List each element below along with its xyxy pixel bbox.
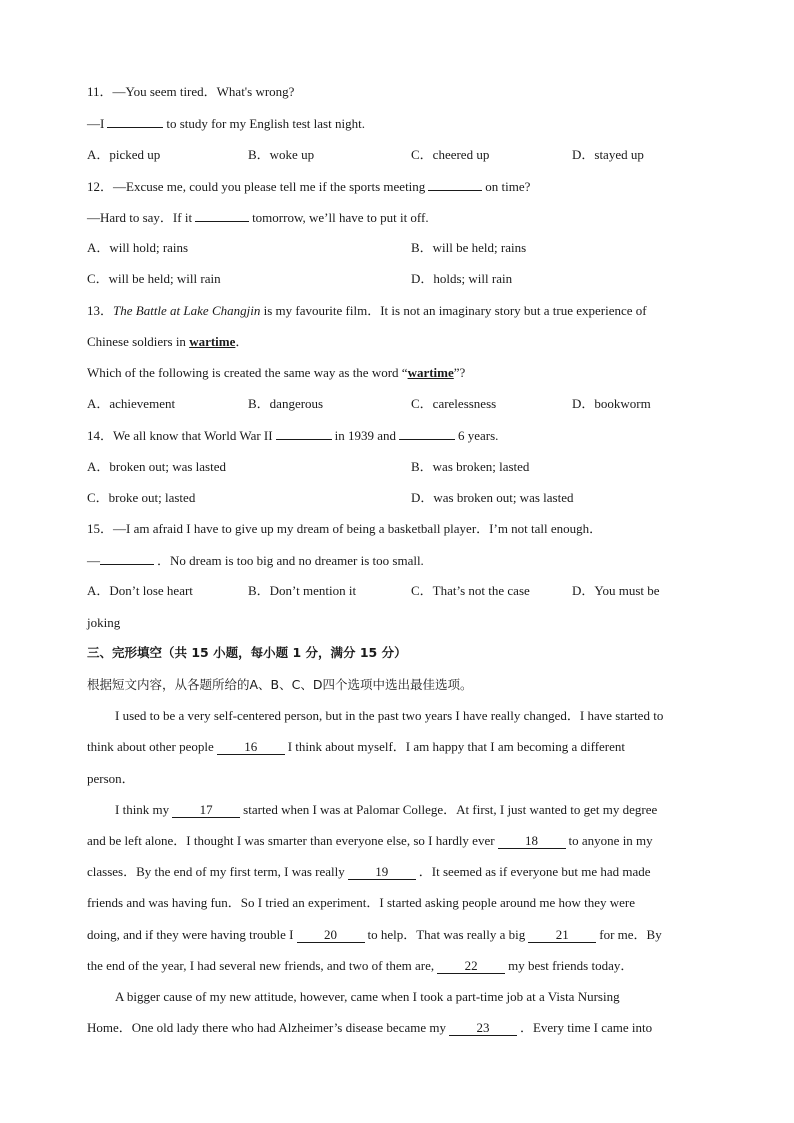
question-text: in 1939 and xyxy=(334,428,396,443)
question-11-stem xyxy=(87,84,294,100)
passage-text: the end of the year, I had several new friends, and two of them are, xyxy=(87,958,435,973)
passage-line: person． xyxy=(87,771,135,786)
question-text: —You seem tired．What's wrong? xyxy=(112,84,295,99)
passage-text: and be left alone．I thought I was smarter than everyone else, so I hardly ever xyxy=(87,833,495,848)
question-number: 12． xyxy=(87,179,114,194)
passage-text: ．It seemed as if everyone but me had made xyxy=(418,864,651,879)
question-12-line2 xyxy=(87,209,429,226)
answer-blank[interactable] xyxy=(399,427,455,440)
option-a[interactable]: A．broken out; was lasted xyxy=(87,459,227,474)
answer-blank[interactable] xyxy=(195,209,249,222)
blank-18[interactable]: 18 xyxy=(498,834,566,849)
question-text: tomorrow, we’ll have to put it off. xyxy=(252,210,429,225)
question-text: on time? xyxy=(485,179,531,194)
film-title: The Battle at Lake Changjin xyxy=(113,303,261,318)
passage-text: to anyone in my xyxy=(568,833,653,848)
question-text: —I xyxy=(87,116,105,131)
passage-line: I used to be a very self-centered person, but in the past two years I have really changed．I have started to xyxy=(115,708,664,723)
answer-blank[interactable] xyxy=(276,427,332,440)
passage-line xyxy=(87,958,633,974)
passage-text: Home．One old lady there who had Alzheimer’s disease became my xyxy=(87,1020,446,1035)
blank-23[interactable]: 23 xyxy=(449,1021,517,1036)
question-text: 6 years. xyxy=(457,428,499,443)
option-d[interactable]: D．was broken out; was lasted xyxy=(411,490,574,505)
question-11-line2 xyxy=(87,115,365,132)
passage-line xyxy=(87,739,625,755)
blank-21[interactable]: 21 xyxy=(528,928,596,943)
option-c[interactable]: C．broke out; lasted xyxy=(87,490,196,505)
option-d[interactable]: D．stayed up xyxy=(572,147,644,162)
question-text: ． xyxy=(235,334,249,349)
question-text: —I am afraid I have to give up my dream of being a basketball player．I’m not tall enough． xyxy=(113,521,603,536)
question-text: Chinese soldiers in xyxy=(87,334,186,349)
blank-17[interactable]: 17 xyxy=(172,803,240,818)
option-a[interactable]: A．Don’t lose heart xyxy=(87,583,193,598)
option-c[interactable]: C．carelessness xyxy=(411,396,497,411)
option-b[interactable]: B．Don’t mention it xyxy=(248,583,357,598)
keyword: wartime xyxy=(189,334,236,349)
question-12-stem xyxy=(87,178,530,195)
passage-line xyxy=(87,1020,652,1036)
question-text: is my favourite film．It is not an imaginary story but a true experience of xyxy=(263,303,647,318)
section-heading: 三、完形填空（共 15 小题，每小题 1 分，满分 15 分） xyxy=(87,645,407,660)
blank-22[interactable]: 22 xyxy=(437,959,505,974)
keyword: wartime xyxy=(407,365,454,380)
passage-line: friends and was having fun．So I tried an experiment．I started asking people around me how they were xyxy=(87,895,636,910)
passage-line xyxy=(87,833,653,849)
passage-text: doing, and if they were having trouble I xyxy=(87,927,294,942)
passage-text: I think my xyxy=(115,802,170,817)
passage-text: to help．That was really a big xyxy=(367,927,526,942)
question-text: to study for my English test last night. xyxy=(166,116,365,131)
option-b[interactable]: B．woke up xyxy=(248,147,315,162)
question-text: Which of the following is created the same way as the word “ xyxy=(87,365,408,380)
answer-blank[interactable] xyxy=(107,115,163,128)
option-b[interactable]: B．dangerous xyxy=(248,396,324,411)
question-text: We all know that World War II xyxy=(113,428,273,443)
passage-text: for me．By xyxy=(599,927,662,942)
option-c[interactable]: C．cheered up xyxy=(411,147,490,162)
blank-16[interactable]: 16 xyxy=(217,740,285,755)
option-a[interactable]: A．achievement xyxy=(87,396,176,411)
section-instruction: 根据短文内容，从各题所给的A、B、C、D四个选项中选出最佳选项。 xyxy=(87,677,473,692)
answer-blank[interactable] xyxy=(100,552,154,565)
option-d[interactable]: D．holds; will rain xyxy=(411,271,513,286)
question-15-stem xyxy=(87,521,602,537)
option-d-continued[interactable]: joking xyxy=(87,615,121,630)
question-text: ”? xyxy=(453,365,466,380)
question-text: —Hard to say．If it xyxy=(87,210,193,225)
passage-line xyxy=(87,927,662,943)
question-number: 11． xyxy=(87,84,113,99)
option-d[interactable]: D．You must be xyxy=(572,583,660,598)
option-d[interactable]: D．bookworm xyxy=(572,396,651,411)
question-text: —Excuse me, could you please tell me if the sports meeting xyxy=(113,179,426,194)
answer-blank[interactable] xyxy=(428,178,482,191)
question-text: — xyxy=(87,553,100,568)
blank-20[interactable]: 20 xyxy=(297,928,365,943)
question-number: 14． xyxy=(87,428,114,443)
option-c[interactable]: C．That’s not the case xyxy=(411,583,530,598)
question-13-line3 xyxy=(87,365,465,381)
passage-text: started when I was at Palomar College．At first, I just wanted to get my degree xyxy=(243,802,658,817)
option-a[interactable]: A．picked up xyxy=(87,147,161,162)
passage-text: think about other people xyxy=(87,739,214,754)
option-b[interactable]: B．was broken; lasted xyxy=(411,459,530,474)
option-b[interactable]: B．will be held; rains xyxy=(411,240,527,255)
question-text: ．No dream is too big and no dreamer is too small. xyxy=(157,553,424,568)
passage-line: A bigger cause of my new attitude, however, came when I took a part-time job at a Vista Nursing xyxy=(115,989,620,1004)
passage-text: classes．By the end of my first term, I was really xyxy=(87,864,345,879)
passage-text: my best friends today． xyxy=(508,958,634,973)
question-14-stem xyxy=(87,427,498,444)
passage-line xyxy=(115,802,657,818)
question-number: 13． xyxy=(87,303,114,318)
option-a[interactable]: A．will hold; rains xyxy=(87,240,189,255)
question-13-line2 xyxy=(87,334,248,350)
passage-text: I think about myself．I am happy that I am becoming a different xyxy=(287,739,626,754)
option-c[interactable]: C．will be held; will rain xyxy=(87,271,221,286)
passage-line xyxy=(87,864,651,880)
blank-19[interactable]: 19 xyxy=(348,865,416,880)
question-15-line2 xyxy=(87,552,424,569)
passage-text: ．Every time I came into xyxy=(519,1020,653,1035)
question-13-stem xyxy=(87,303,647,319)
question-number: 15． xyxy=(87,521,114,536)
